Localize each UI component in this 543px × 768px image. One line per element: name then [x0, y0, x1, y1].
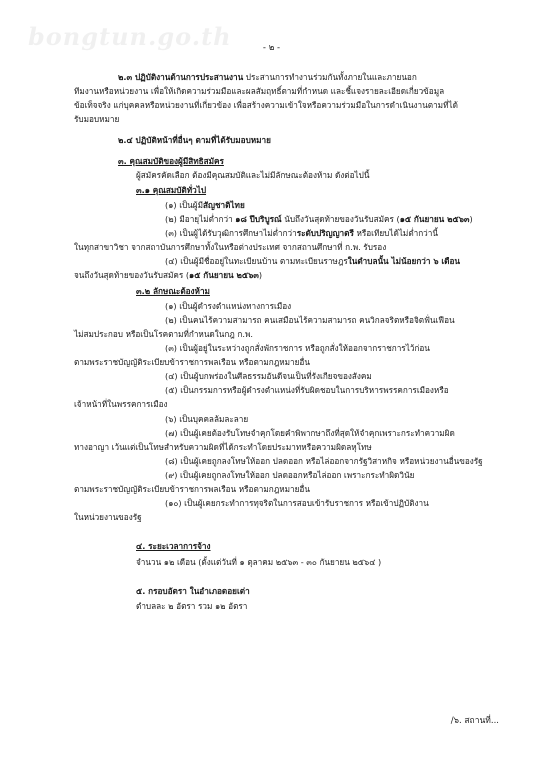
position-quota: ตำบลละ ๒ อัตรา รวม ๑๒ อัตรา — [136, 601, 248, 611]
section-2-3-line-1: ๒.๓ ปฏิบัติงานด้านการประสานงาน ประสานการทำงานร่วมกันทั้งภายในและภายนอก — [118, 72, 417, 82]
employment-period: จำนวน ๑๒ เดือน (ตั้งแต่วันที่ ๑ ตุลาคม ๒๕๖๓ - ๓๐ กันยายน ๒๕๖๔ ) — [136, 557, 382, 567]
qualification-3-cont: ในทุกสาขาวิชา จากสถาบันการศึกษาทั้งในหรือต่างประเทศ จากสถานศึกษาที่ ก.พ. รับรอง — [74, 242, 387, 252]
section-2-4-heading: ๒.๔ ปฏิบัติหน้าที่อื่นๆ ตามที่ได้รับมอบหมาย — [118, 135, 271, 145]
prohibition-2-cont: ไม่สมประกอบ หรือเป็นโรคตามที่กำหนดในกฎ ก.พ. — [74, 329, 253, 339]
qualification-4-cont: จนถึงวันสุดท้ายของวันรับสมัคร (๑๕ กันยายน ๒๕๖๓) — [74, 270, 263, 280]
section-4-heading: ๔. ระยะเวลาการจ้าง — [136, 541, 211, 551]
section-3-heading: ๓. คุณสมบัติของผู้มีสิทธิสมัคร — [118, 156, 224, 166]
watermark: bongtun.go.th — [28, 22, 232, 51]
section-3-2-heading: ๓.๒ ลักษณะต้องห้าม — [136, 286, 210, 296]
section-3-intro: ผู้สมัครคัดเลือก ต้องมีคุณสมบัติและไม่มีลักษณะต้องห้าม ดังต่อไปนี้ — [136, 170, 370, 180]
section-5-heading: ๕. กรอบอัตรา ในอำเภอดอยเต่า — [136, 586, 250, 596]
prohibition-9: (๙) เป็นผู้เคยถูกลงโทษให้ออก ปลดออกหรือไล่ออก เพราะกระทำผิดวินัย — [165, 470, 415, 480]
qualification-3: (๓) เป็นผู้ได้รับวุฒิการศึกษาไม่ต่ำกว่าระดับปริญญาตรี หรือเทียบได้ไม่ต่ำกว่านี้ — [165, 228, 438, 238]
prohibition-7-cont: ทางอาญา เว้นแต่เป็นโทษสำหรับความผิดที่ได้กระทำโดยประมาทหรือความผิดลหุโทษ — [74, 442, 372, 452]
prohibition-9-cont: ตามพระราชบัญญัติระเบียบข้าราชการพลเรือน หรือตามกฎหมายอื่น — [74, 484, 310, 494]
prohibition-6: (๖) เป็นบุคคลล้มละลาย — [165, 414, 249, 424]
prohibition-10: (๑๐) เป็นผู้เคยกระทำการทุจริตในการสอบเข้ารับราชการ หรือเข้าปฏิบัติงาน — [165, 498, 429, 508]
qualification-1: (๑) เป็นผู้มีสัญชาติไทย — [165, 200, 245, 210]
section-2-3-line-4: รับมอบหมาย — [74, 114, 120, 124]
prohibition-2: (๒) เป็นคนไร้ความสามารถ คนเสมือนไร้ความสามารถ คนวิกลจริตหรือจิตฟั่นเฟือน — [165, 315, 455, 325]
prohibition-10-cont: ในหน่วยงานของรัฐ — [74, 512, 142, 522]
prohibition-5-cont: เจ้าหน้าที่ในพรรคการเมือง — [74, 399, 168, 409]
section-3-1-heading: ๓.๑ คุณสมบัติทั่วไป — [136, 185, 207, 195]
section-2-3-line-2: ทีมงานหรือหน่วยงาน เพื่อให้เกิดความร่วมมือและผลสัมฤทธิ์ตามที่กำหนด และชี้แจงรายละเอียดเกี่ยวข้อมูล — [74, 86, 445, 96]
prohibition-1: (๑) เป็นผู้ดำรงตำแหน่งทางการเมือง — [165, 301, 292, 311]
section-2-3-line-3: ข้อเท็จจริง แก่บุคคลหรือหน่วยงานที่เกี่ยวข้อง เพื่อสร้างความเข้าใจหรือความร่วมมือในการดำเนินงานตามที่ได้ — [74, 100, 458, 110]
page-number: - ๒ - — [262, 43, 281, 53]
prohibition-3: (๓) เป็นผู้อยู่ในระหว่างถูกสั่งพักราชการ หรือถูกสั่งให้ออกจากราชการไว้ก่อน — [165, 343, 430, 353]
prohibition-3-cont: ตามพระราชบัญญัติระเบียบข้าราชการพลเรือน หรือตามกฎหมายอื่น — [74, 357, 310, 367]
prohibition-7: (๗) เป็นผู้เคยต้องรับโทษจำคุกโดยคำพิพากษาถึงที่สุดให้จำคุกเพราะกระทำความผิด — [165, 428, 455, 438]
section-2-3-heading: ๒.๓ ปฏิบัติงานด้านการประสานงาน — [118, 72, 244, 82]
qualification-2: (๒) มีอายุไม่ต่ำกว่า ๑๘ ปีบริบูรณ์ นับถึงวันสุดท้ายของวันรับสมัคร (๑๕ กันยายน ๒๕๖๓) — [165, 214, 473, 224]
prohibition-8: (๘) เป็นผู้เคยถูกลงโทษให้ออก ปลดออก หรือไล่ออกจากรัฐวิสาหกิจ หรือหน่วยงานอื่นของรัฐ — [165, 456, 483, 466]
prohibition-4: (๔) เป็นผู้บกพร่องในศีลธรรมอันดีจนเป็นที่รังเกียจของสังคม — [165, 371, 372, 381]
continuation-footer: /๖. สถานที่... — [450, 716, 499, 726]
qualification-4: (๔) เป็นผู้มีชื่ออยู่ในทะเบียนบ้าน ตามทะเบียนราษฎรในตำบลนั้น ไม่น้อยกว่า ๖ เดือน — [165, 256, 461, 266]
prohibition-5: (๕) เป็นกรรมการหรือผู้ดำรงตำแหน่งที่รับผิดชอบในการบริหารพรรคการเมืองหรือ — [165, 385, 449, 395]
